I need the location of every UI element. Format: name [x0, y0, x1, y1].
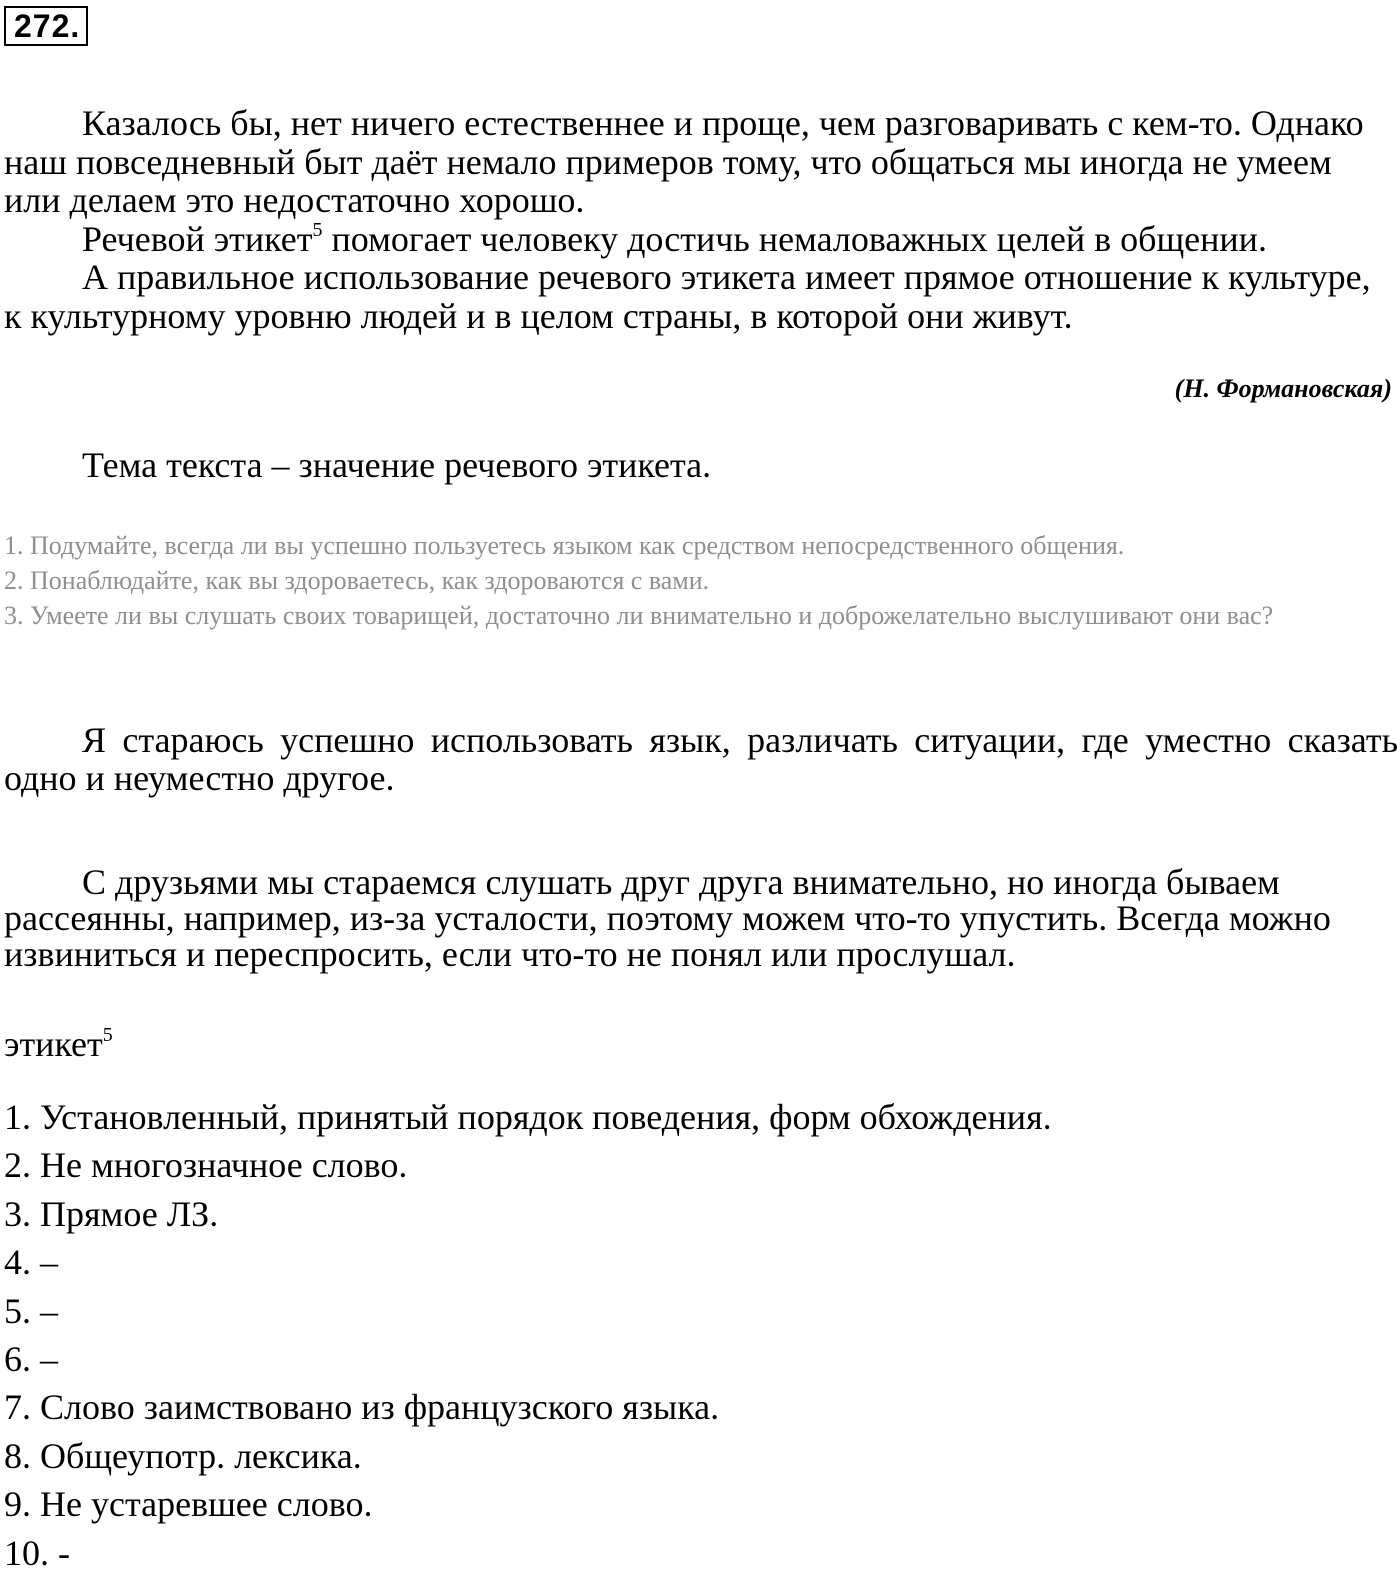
- analysis-item: 5. –: [4, 1290, 58, 1331]
- questions-list: [4, 528, 1398, 633]
- source-text: [4, 104, 1394, 335]
- analysis-item: 7. Слово заимствовано из французского языка.: [4, 1387, 720, 1428]
- analysis-item: 8. Общеупотр. лексика.: [4, 1435, 362, 1476]
- text-topic: Тема текста – значение речевого этикета.: [82, 445, 712, 485]
- footnote-marker: 5: [312, 218, 323, 241]
- analysis-word-footnote: 5: [102, 1024, 113, 1046]
- question-item: 3. Умеете ли вы слушать своих товарищей, достаточно ли внимательно и доброжелательно выслушивают они вас?: [4, 601, 1274, 630]
- analysis-word-heading: [4, 1024, 113, 1064]
- text-paragraph-1: Казалось бы, нет ничего естественнее и проще, чем разговаривать с кем-то. Однако наш повседневный быт даёт немало примеров тому, что общаться мы иногда не умеем или делаем это недостаточно хорошо.: [4, 103, 1364, 220]
- analysis-item: 9. Не устаревшее слово.: [4, 1484, 373, 1525]
- exercise-number: 272.: [4, 6, 88, 46]
- question-item: 1. Подумайте, всегда ли вы успешно пользуетесь языком как средством непосредственного общения.: [4, 531, 1125, 560]
- analysis-item: 4. –: [4, 1242, 58, 1283]
- analysis-item: 2. Не многозначное слово.: [4, 1145, 408, 1186]
- question-item: 2. Понаблюдайте, как вы здороваетесь, как здороваются с вами.: [4, 566, 710, 595]
- text-paragraph-2-end: помогает человеку достичь немаловажных целей в общении.: [322, 218, 1267, 259]
- text-paragraph-3: А правильное использование речевого этикета имеет прямое отношение к культуре, к культурному уровню людей и в целом страны, в которой они живут.: [4, 257, 1371, 336]
- analysis-word: этикет: [4, 1024, 103, 1064]
- text-paragraph-2: [4, 220, 1394, 259]
- answer-paragraph-2: С друзьями мы стараемся слушать друг друга внимательно, но иногда бываем рассеянны, например, из-за усталости, поэтому можем что-то упустить. Всегда можно извиниться и переспросить, если что-то не понял или прослушал.: [4, 862, 1331, 974]
- answer-paragraph-1: Я стараюсь успешно использовать язык, различать ситуации, где уместно сказать одно и неуместно другое.: [4, 720, 1398, 798]
- analysis-item: 10. -: [4, 1532, 70, 1573]
- analysis-item: 1. Установленный, принятый порядок поведения, форм обхождения.: [4, 1097, 1052, 1137]
- text-paragraph-2-start: Речевой этикет: [82, 218, 313, 259]
- analysis-item: 3. Прямое ЛЗ.: [4, 1193, 219, 1234]
- word-analysis-list: [4, 1093, 1052, 1577]
- author-attribution: (Н. Формановская): [1174, 374, 1392, 403]
- analysis-item: 6. –: [4, 1339, 58, 1380]
